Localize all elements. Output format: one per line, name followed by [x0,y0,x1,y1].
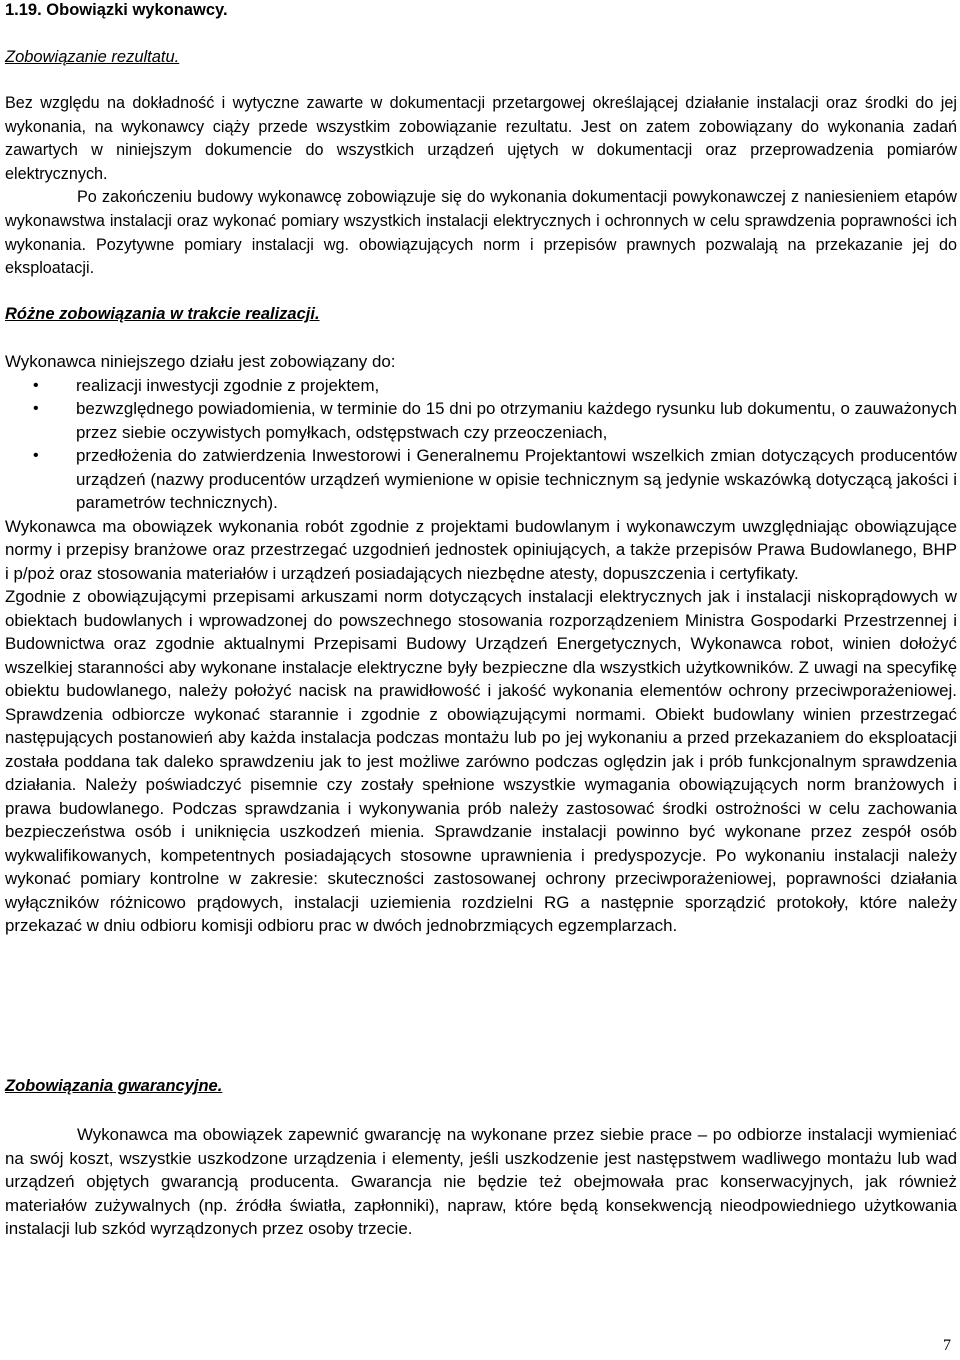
list-item: • realizacji inwestycji zgodnie z projektem, [5,374,957,398]
paragraph: Zgodnie z obowiązującymi przepisami arkuszami norm dotyczących instalacji elektrycznych jak i instalacji niskoprądowych w obiektach budowlanych i wprowadzonej do powszechnego stosowania rozporządzeniem Ministra Gospodarki Przestrzennej i Budownictwa oraz zgodnie aktualnymi Przepisami Budowy Urządzeń Energetycznych, Wykonawca robot, winien dołożyć wszelkiej staranności aby wykonane instalacje elektryczne były bezpieczne dla wszystkich użytkowników. Z uwagi na specyfikę obiektu budowlanego, należy położyć nacisk na prawidłowość i jakość wykonania elementów ochrony przeciwporażeniowej. Sprawdzenia odbiorcze wykonać starannie i zgodnie z obowiązującymi normami. Obiekt budowlany winien przestrzegać następujących postanowień aby każda instalacja podczas montażu lub po jej wykonaniu a przed przekazaniem do eksploatacji została poddana tak daleko sprawdzeniu jak to jest możliwe zarówno podczas oględzin jak i prób funkcjonalnym sprawdzenia działania. Należy poświadczyć pisemnie czy zostały spełnione wszystkie wymagania obowiązujących norm branżowych i prawa budowlanego. Podczas sprawdzania i wykonywania prób należy zastosować środki ostrożności w celu zachowania bezpieczeństwa osób i uniknięcia uszkodzeń mienia. Sprawdzanie instalacji powinno być wykonane przez zespół osób wykwalifikowanych, kompetentnych posiadających stosowne uprawnienia i predyspozycje. Po wykonaniu instalacji należy wykonać pomiary kontrolne w zakresie: skuteczności zastosowanej ochrony przeciwporażeniowej, poprawności działania wyłączników różnicowo prądowych, instalacji uziemienia rozdzielni RG a następnie sporządzić protokoły, które należy przekazać w dniu odbioru komisji odbioru prac w dwóch jednobrzmiących egzemplarzach. [5,587,957,935]
list-item: • bezwzględnego powiadomienia, w terminie do 15 dni po otrzymaniu każdego rysunku lub dokumentu, o zauważonych przez siebie oczywistych pomyłkach, odstępstwach czy przeoczeniach, [5,397,957,444]
paragraph: Bez względu na dokładność i wytyczne zawarte w dokumentacji przetargowej określającej działanie instalacji oraz środki do jej wykonania, na wykonawcy ciąży przede wszystkim zobowiązanie rezultatu. Jest on zatem zobowiązany do wykonania zadań zawartych w niniejszym dokumencie do wszystkich urządzeń ujętych w dokumentacji oraz przeprowadzenia pomiarów elektrycznych. [5,94,957,183]
page-number: 7 [943,1337,951,1354]
paragraph: Wykonawca ma obowiązek wykonania robót zgodnie z projektami budowlanym i wykonawczym uwzględniając obowiązujące normy i przepisy branżowe oraz przestrzegać uzgodnień jednostek opiniujących, a także przepisów Prawa Budowlanego, BHP i p/poż oraz stosowania materiałów i urządzeń posiadających niezbędne atesty, dopuszczenia i certyfikaty. [5,516,957,583]
chapter-heading: 1.19. Obowiązki wykonawcy. [5,1,228,19]
paragraph: Po zakończeniu budowy wykonawcę zobowiązuje się do wykonania dokumentacji powykonawczej z naniesieniem etapów wykonawstwa instalacji oraz wykonać pomiary wszystkich instalacji elektrycznych i ochronnych w celu sprawdzenia poprawności ich wykonania. Pozytywne pomiary instalacji wg. obowiązujących norm i przepisów prawnych pozwalają na przekazanie jej do eksploatacji. [5,188,957,278]
section-result-obligation-body [5,92,957,281]
bullet-list [5,374,957,515]
section-warranty-body [5,1123,957,1241]
section-title-warranty-obligations: Zobowiązania gwarancyjne. [5,1077,223,1095]
section-various-obligations-body [5,350,957,938]
paragraph-intro: Wykonawca niniejszego działu jest zobowiązany do: [5,352,396,371]
section-title-result-obligation: Zobowiązanie rezultatu. [5,48,180,66]
paragraph: Wykonawca ma obowiązek zapewnić gwarancję na wykonane przez siebie prace – po odbiorze instalacji wymieniać na swój koszt, wszystkie uszkodzone urządzenia i elementy, jeśli uszkodzenie jest następstwem wadliwego montażu lub wad urządzeń objętych gwarancją producenta. Gwarancja nie będzie też obejmowała prac konserwacyjnych, jak również materiałów zużywalnych (np. źródła światła, zapłonniki), napraw, które będą konsekwencją nieodpowiedniego użytkowania instalacji lub szkód wyrządzonych przez osoby trzecie. [5,1125,957,1238]
list-item: • przedłożenia do zatwierdzenia Inwestorowi i Generalnemu Projektantowi wszelkich zmian dotyczących producentów urządzeń (nazwy producentów urządzeń wymienione w opisie technicznym są jedynie wskazówką dotyczącą jakości i parametrów technicznych). [5,444,957,515]
section-title-various-obligations: Różne zobowiązania w trakcie realizacji. [5,305,320,323]
